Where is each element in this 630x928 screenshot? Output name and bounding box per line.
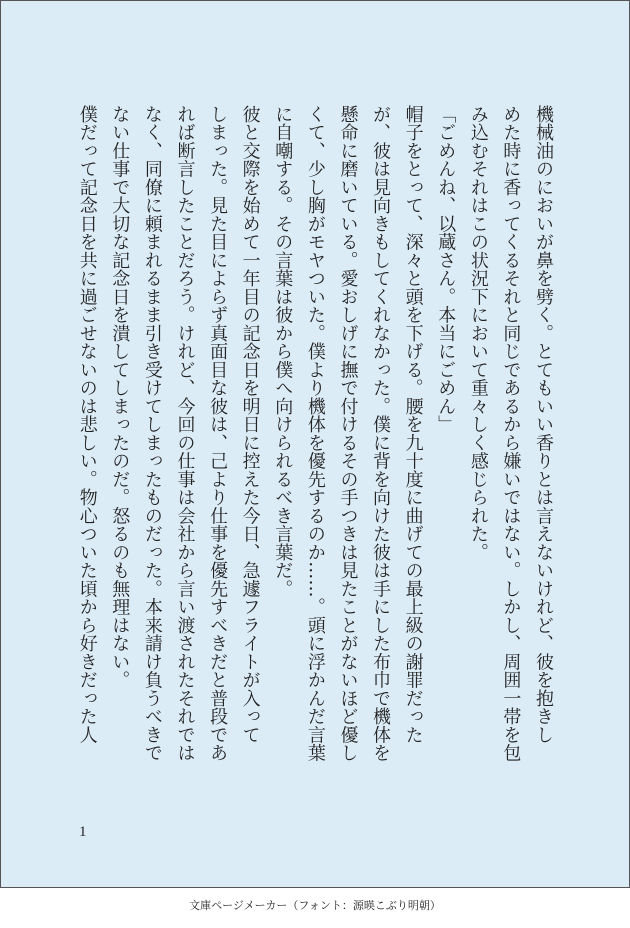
vertical-body-text bbox=[70, 105, 559, 795]
text-line: み込むそれはこの状況下において重々しく感じられた。 bbox=[467, 105, 489, 562]
page-number: 1 bbox=[79, 824, 87, 840]
text-line: に自嘲する。その言葉は彼から僕へ向けられるべき言葉だ。 bbox=[272, 105, 294, 598]
text-line: 帽子をとって、深々と頭を下げる。腰を九十度に曲げての最上級の謝罪だった bbox=[402, 105, 424, 744]
text-line: しまった。見た目によらず真面目な彼は、己より仕事を優先すべきだと普段であ bbox=[207, 105, 229, 762]
text-line: 懸命に磨いている。愛おしげに撫で付けるその手つきは見たことがないほど優し bbox=[337, 105, 359, 762]
text-line: 彼と交際を始めて一年目の記念日を明日に控えた今日、急遽フライトが入って bbox=[239, 105, 261, 744]
text-line: 機械油のにおいが鼻を劈く。とてもいい香りとは言えないけれど、彼を抱きし bbox=[533, 105, 554, 744]
text-line: 「ごめんね、以蔵さん。本当にごめん」 bbox=[435, 105, 457, 434]
text-line: なく、同僚に頼まれるまま引き受けてしまったものだった。本来請け負うべきで bbox=[141, 105, 163, 762]
text-line: めた時に香ってくるそれと同じであるから嫌いではない。しかし、周囲一帯を包 bbox=[500, 105, 522, 762]
text-line: 僕だって記念日を共に過ごせないのは悲しい。物心ついた頃から好きだった人 bbox=[76, 105, 98, 744]
text-line: が、彼は見向きもしてくれなかった。僕に背を向けた彼は手にした布巾で機体を bbox=[370, 105, 392, 762]
footer-credit: 文庫ページメーカー（フォント：源暎こぶり明朝） bbox=[189, 899, 441, 912]
text-line: くて、少し胸がモヤついた。僕より機体を優先するのか……。頭に浮かんだ言葉 bbox=[304, 105, 326, 762]
text-line: ない仕事で大切な記念日を潰してしまったのだ。怒るのも無理はない。 bbox=[109, 105, 131, 689]
text-line: れば断言したことだろう。けれど、今回の仕事は会社から言い渡されたそれでは bbox=[174, 105, 196, 762]
